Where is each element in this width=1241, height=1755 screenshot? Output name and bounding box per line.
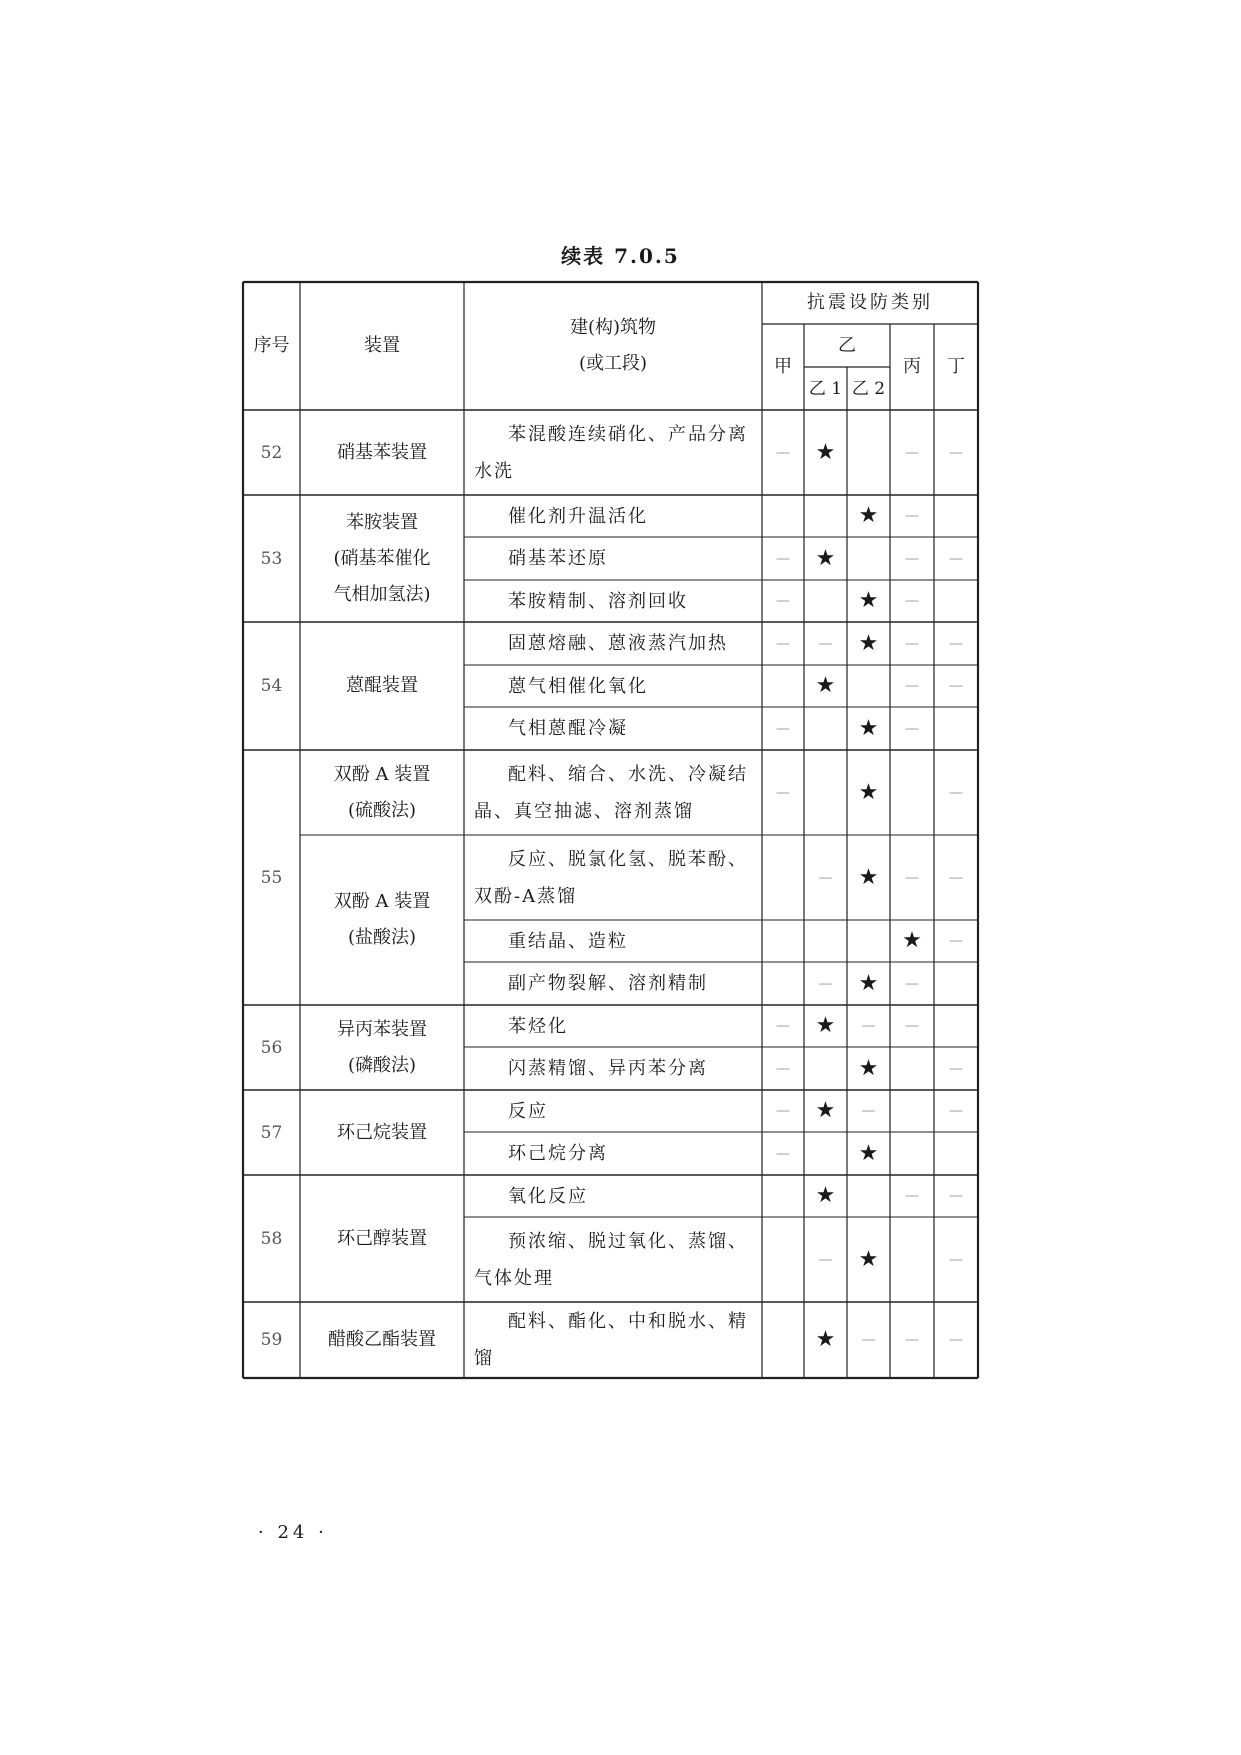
row-seq: 52 — [260, 442, 283, 463]
star-mark-yi2: ★ — [858, 1246, 879, 1272]
star-mark-bing: ★ — [902, 928, 922, 953]
row-seq: 57 — [260, 1122, 283, 1143]
dash-mark-ding: — — [949, 550, 963, 567]
work-text: 闪蒸精馏、异丙苯分离 — [508, 1058, 708, 1079]
row-seq: 55 — [260, 867, 283, 888]
work-text: 配料、酯化、中和脱水、精馏 — [474, 1311, 748, 1369]
dash-mark-bing: — — [905, 550, 919, 567]
work-item — [464, 622, 762, 665]
table-title: 续表 7.0.5 — [561, 244, 680, 268]
device-name — [300, 495, 464, 622]
header-work-line2: (或工段) — [578, 353, 648, 374]
dash-mark-ding: — — [949, 1103, 963, 1119]
star-mark-yi2: ★ — [858, 779, 879, 805]
star-mark-yi2: ★ — [858, 503, 879, 528]
dash-mark-jia: — — [776, 550, 790, 567]
device-line: 环己烷装置 — [337, 1121, 427, 1143]
dash-mark-jia: — — [776, 444, 790, 461]
work-text: 反应 — [508, 1100, 548, 1122]
work-text: 环己烷分离 — [508, 1143, 608, 1164]
dash-mark-bing: — — [905, 720, 919, 737]
dash-mark-bing: — — [905, 635, 919, 652]
device-line: 苯胺装置 — [346, 511, 418, 533]
dash-mark-bing: — — [905, 678, 919, 694]
device-line: 醋酸乙酯装置 — [328, 1329, 436, 1350]
dash-mark-yi1: — — [818, 869, 833, 886]
device-line: 蒽醌装置 — [346, 675, 418, 696]
dash-mark-ding: — — [949, 1060, 963, 1077]
work-text: 固蒽熔融、蒽液蒸汽加热 — [508, 633, 728, 654]
subdevice-name — [300, 835, 464, 1005]
row-seq: 53 — [260, 548, 283, 569]
work-item — [464, 920, 762, 962]
dash-mark-jia: — — [776, 1018, 790, 1034]
dash-mark-ding: — — [949, 444, 963, 461]
work-text: 催化剂升温活化 — [508, 505, 648, 527]
dash-mark-yi2: — — [861, 1018, 876, 1034]
work-text: 硝基苯还原 — [508, 548, 608, 569]
dash-mark-ding: — — [949, 869, 963, 886]
row-seq: 59 — [260, 1330, 283, 1350]
dash-mark-jia: — — [776, 593, 790, 609]
header-seq: 序号 — [253, 335, 290, 356]
row-seq: 56 — [260, 1037, 283, 1058]
header-ding: 丁 — [947, 356, 965, 377]
work-text: 配料、缩合、水洗、冷凝结晶、真空抽滤、溶剂蒸馏 — [474, 763, 748, 822]
header-device: 装置 — [364, 335, 400, 356]
device-line: 硝基苯装置 — [337, 441, 427, 463]
star-mark-yi2: ★ — [858, 715, 879, 741]
dash-mark-jia: — — [776, 1103, 790, 1119]
star-mark-yi1: ★ — [815, 673, 836, 698]
work-item — [464, 835, 762, 920]
header-work-line1: 建(构)筑物 — [569, 317, 657, 338]
device-line: (硝基苯催化 — [333, 547, 431, 569]
star-mark-yi2: ★ — [858, 1055, 879, 1081]
dash-mark-ding: — — [949, 635, 963, 652]
star-mark-yi2: ★ — [858, 864, 879, 890]
star-mark-yi2: ★ — [858, 630, 879, 656]
dash-mark-ding: — — [949, 784, 963, 801]
dash-mark-ding: — — [949, 1188, 963, 1204]
dash-mark-bing: — — [905, 869, 919, 886]
dash-mark-jia: — — [776, 720, 790, 737]
star-mark-yi1: ★ — [815, 545, 836, 571]
table-cells — [243, 282, 1061, 1503]
device-name — [300, 1090, 464, 1175]
star-mark-yi1: ★ — [815, 1098, 836, 1123]
dash-mark-bing: — — [905, 1188, 919, 1204]
dash-mark-yi2: — — [861, 1332, 876, 1348]
header-jia: 甲 — [774, 356, 792, 377]
dash-mark-ding: — — [949, 1332, 963, 1348]
work-text: 反应、脱氯化氢、脱苯酚、双酚-A蒸馏 — [474, 848, 748, 907]
header-yi1: 乙 1 — [808, 378, 843, 399]
dash-mark-bing: — — [905, 1018, 919, 1034]
header-work — [464, 282, 762, 410]
device-name — [300, 410, 464, 495]
dash-mark-yi1: — — [818, 1251, 833, 1268]
device-name — [300, 622, 464, 750]
device-name — [300, 1175, 464, 1302]
header-yi2: 乙 2 — [851, 378, 886, 399]
dash-mark-yi2: — — [861, 1103, 876, 1119]
header-category: 抗震设防类别 — [807, 292, 933, 313]
work-text: 苯胺精制、溶剂回收 — [508, 590, 688, 612]
subdevice-name — [300, 750, 464, 835]
work-item — [464, 1302, 762, 1378]
star-mark-yi2: ★ — [858, 970, 879, 996]
dash-mark-ding: — — [949, 678, 963, 694]
work-text: 苯混酸连续硝化、产品分离水洗 — [474, 423, 748, 482]
work-text: 氧化反应 — [508, 1185, 588, 1207]
dash-mark-bing: — — [905, 508, 919, 524]
work-text: 预浓缩、脱过氧化、蒸馏、气体处理 — [474, 1230, 748, 1289]
dash-mark-bing: — — [905, 593, 919, 609]
star-mark-yi1: ★ — [815, 1327, 836, 1352]
work-item — [464, 410, 762, 495]
device-line: 环己醇装置 — [337, 1227, 427, 1249]
star-mark-yi1: ★ — [815, 1013, 836, 1038]
row-seq: 58 — [260, 1228, 283, 1249]
work-text: 副产物裂解、溶剂精制 — [508, 973, 708, 994]
work-text: 重结晶、造粒 — [508, 930, 628, 952]
work-item — [464, 1090, 762, 1132]
star-mark-yi1: ★ — [815, 1183, 836, 1208]
device-line: 双酚 A 装置 — [333, 891, 431, 912]
dash-mark-jia: — — [776, 635, 790, 652]
page-number: · 24 · — [258, 1522, 328, 1543]
work-item — [464, 537, 762, 580]
header-bing: 丙 — [903, 356, 921, 377]
dash-mark-yi1: — — [818, 635, 833, 652]
work-text: 苯烃化 — [508, 1015, 568, 1037]
row-seq: 54 — [260, 676, 283, 696]
dash-mark-bing: — — [905, 975, 919, 992]
device-line: 异丙苯装置 — [337, 1018, 427, 1040]
header-yi: 乙 — [838, 334, 856, 356]
star-mark-yi1: ★ — [815, 439, 836, 465]
work-item — [464, 750, 762, 835]
work-item — [464, 1047, 762, 1090]
work-item — [464, 1005, 762, 1047]
dash-mark-jia: — — [776, 784, 790, 801]
star-mark-yi2: ★ — [858, 588, 879, 613]
work-item — [464, 495, 762, 537]
star-mark-yi2: ★ — [858, 1140, 879, 1166]
work-text: 蒽气相催化氧化 — [508, 675, 648, 697]
device-name — [300, 1302, 464, 1378]
dash-mark-yi1: — — [818, 975, 833, 992]
dash-mark-ding: — — [949, 933, 963, 949]
device-line: (硫酸法) — [347, 799, 417, 821]
work-item — [464, 962, 762, 1005]
work-item — [464, 580, 762, 622]
work-item — [464, 1175, 762, 1217]
dash-mark-jia: — — [776, 1145, 790, 1162]
work-item — [464, 707, 762, 750]
device-line: (盐酸法) — [347, 927, 417, 948]
device-line: 气相加氢法) — [333, 583, 431, 605]
dash-mark-ding: — — [949, 1251, 963, 1268]
work-item — [464, 1217, 762, 1302]
dash-mark-jia: — — [776, 1060, 790, 1077]
device-line: (磷酸法) — [347, 1054, 417, 1076]
dash-mark-bing: — — [905, 444, 919, 461]
device-line: 双酚 A 装置 — [333, 763, 431, 785]
dash-mark-bing: — — [905, 1332, 919, 1348]
classification-table — [243, 282, 1061, 1503]
work-item — [464, 665, 762, 707]
device-name — [300, 1005, 464, 1090]
work-text: 气相蒽醌冷凝 — [508, 718, 628, 739]
work-item — [464, 1132, 762, 1175]
